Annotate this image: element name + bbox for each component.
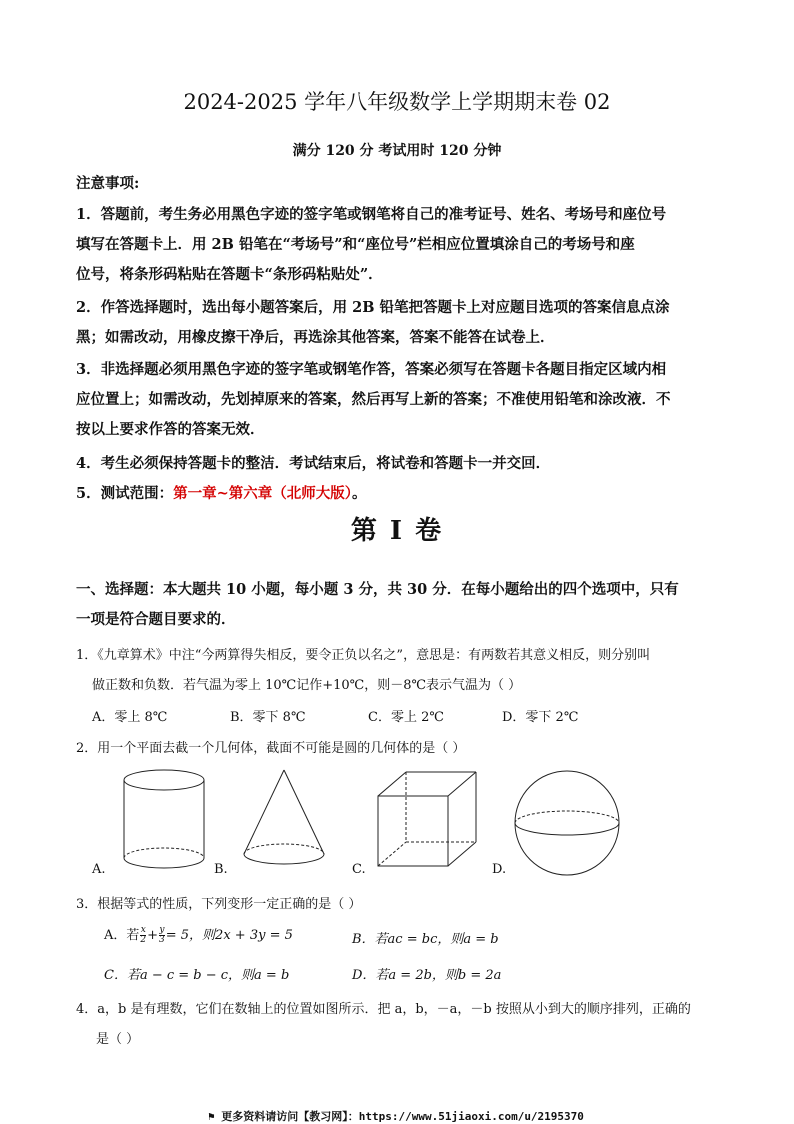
q1-option-d: D．零下 2℃ <box>502 710 579 725</box>
section1-instructions-2: 一项是符合题目要求的． <box>76 611 236 628</box>
cylinder-bottom-back <box>124 848 204 858</box>
notes-heading: 注意事项: <box>76 175 140 192</box>
q2-line-1: 2．用一个平面去截一个几何体，截面不可能是圆的几何体的是（ ） <box>76 741 466 756</box>
sphere-outline <box>515 771 619 875</box>
volume-title: 第 I 卷 <box>350 516 444 546</box>
notes-line-4: 2．作答选择题时，选出每小题答案后，用 2B 铅笔把答题卡上对应题目选项的答案信息点涂 <box>76 299 670 316</box>
q1-option-b: B．零下 8℃ <box>230 710 306 725</box>
cylinder-figure <box>118 768 214 872</box>
cube-figure <box>372 768 482 872</box>
test-scope-label: 5．测试范围： <box>76 485 174 502</box>
q3-option-d: D．若a = 2b，则b = 2a <box>352 968 502 983</box>
cube-front-face <box>378 796 448 866</box>
sphere-equator-back <box>515 811 619 823</box>
q4-line-1: 4．a，b 是有理数，它们在数轴上的位置如图所示．把 a，b，－a，－b 按照从小到大的顺序排列，正确的 <box>76 1002 691 1017</box>
sphere-equator-front <box>515 823 619 835</box>
q3-option-c: C．若a − c = b − c，则a = b <box>104 968 290 983</box>
q3-option-b: B．若ac = bc，则a = b <box>352 932 499 947</box>
notes-line-9: 4．考生必须保持答题卡的整洁．考试结束后，将试卷和答题卡一并交回． <box>76 455 551 472</box>
cube-edge-top-right <box>448 772 476 796</box>
q2-option-a: A. <box>92 862 106 877</box>
cone-base-front <box>244 854 324 864</box>
fraction-denominator-2: 2 <box>140 935 147 945</box>
cube-edge-top-left <box>378 772 406 796</box>
cylinder-bottom-front <box>124 858 204 868</box>
cylinder-top-ellipse <box>124 770 204 790</box>
flag-icon: ⚑ <box>208 1110 222 1123</box>
q4-line-2: 是（ ） <box>96 1032 140 1047</box>
notes-line-3: 位号，将条形码粘贴在答题卡“条形码粘贴处”． <box>76 266 383 283</box>
fraction-denominator-3: 3 <box>159 935 165 945</box>
fraction-numerator-x: x <box>140 925 146 935</box>
cube-hidden-diagonal <box>378 842 406 866</box>
q2-option-c: C. <box>352 862 366 877</box>
cone-base-back <box>244 844 324 854</box>
cube-edge-bottom-right <box>448 842 476 866</box>
test-scope <box>76 482 367 503</box>
cone-left-edge <box>244 770 284 854</box>
q1-line-2: 做正数和负数．若气温为零上 10℃记作+10℃，则－8℃表示气温为（ ） <box>92 678 522 693</box>
sphere-figure <box>512 768 622 878</box>
q3-option-a-rest: = 5，则2x + 3y = 5 <box>165 928 293 943</box>
q1-option-c: C．零上 2℃ <box>368 710 444 725</box>
q2-option-b: B. <box>214 862 228 877</box>
notes-line-1: 1．答题前，考生务必用黑色字迹的签字笔或钢笔将自己的准考证号、姓名、考场号和座位号 <box>76 206 667 223</box>
q3-option-a: A．若 $\frac{x}{2}$ + $\frac{y}{3}$ = 5，则2x + 3y = 5 <box>104 925 293 945</box>
q1-line-1: 1．《九章算术》中注“今两算得失相反，要令正负以名之”，意思是：有两数若其意义相反，则分别叫 <box>76 648 651 663</box>
notes-line-5: 黑；如需改动，用橡皮擦干净后，再选涂其他答案，答案不能答在试卷上． <box>76 329 555 346</box>
section1-instructions-1: 一、选择题：本大题共 10 小题，每小题 3 分，共 30 分．在每小题给出的四个选项中，只有 <box>76 581 679 598</box>
fraction-x-over-2 <box>140 926 146 945</box>
exam-subtitle: 满分 120 分 考试用时 120 分钟 <box>292 143 502 159</box>
fraction-y-over-3 <box>159 926 165 945</box>
fraction-numerator-y: y <box>159 925 165 935</box>
notes-line-2: 填写在答题卡上．用 2B 铅笔在“考场号”和“座位号”栏相应位置填涂自己的考场号和座 <box>76 236 635 253</box>
footer-text: 更多资料请访问【教习网】：https://www.51jiaoxi.com/u/2195370 <box>221 1110 584 1123</box>
notes-line-7: 应位置上；如需改动，先划掉原来的答案，然后再写上新的答案；不准使用铅笔和涂改液．不 <box>76 391 671 408</box>
test-scope-value: 第一章~第六章（北师大版） <box>173 485 352 502</box>
cone-right-edge <box>284 770 324 854</box>
q3-option-a-prefix: A．若 <box>104 928 140 943</box>
q2-option-d: D. <box>492 862 507 877</box>
exam-title: 2024-2025 学年八年级数学上学期期末卷 02 <box>183 90 611 114</box>
notes-line-8: 按以上要求作答的答案无效． <box>76 421 265 438</box>
test-scope-end: 。 <box>352 485 367 502</box>
notes-line-6: 3．非选择题必须用黑色字迹的签字笔或钢笔作答，答案必须写在答题卡各题目指定区域内相 <box>76 361 667 378</box>
q1-option-a: A．零上 8℃ <box>92 710 168 725</box>
q3-line-1: 3．根据等式的性质，下列变形一定正确的是（ ） <box>76 897 362 912</box>
footer-link[interactable] <box>208 1108 584 1124</box>
cone-figure <box>236 768 332 872</box>
